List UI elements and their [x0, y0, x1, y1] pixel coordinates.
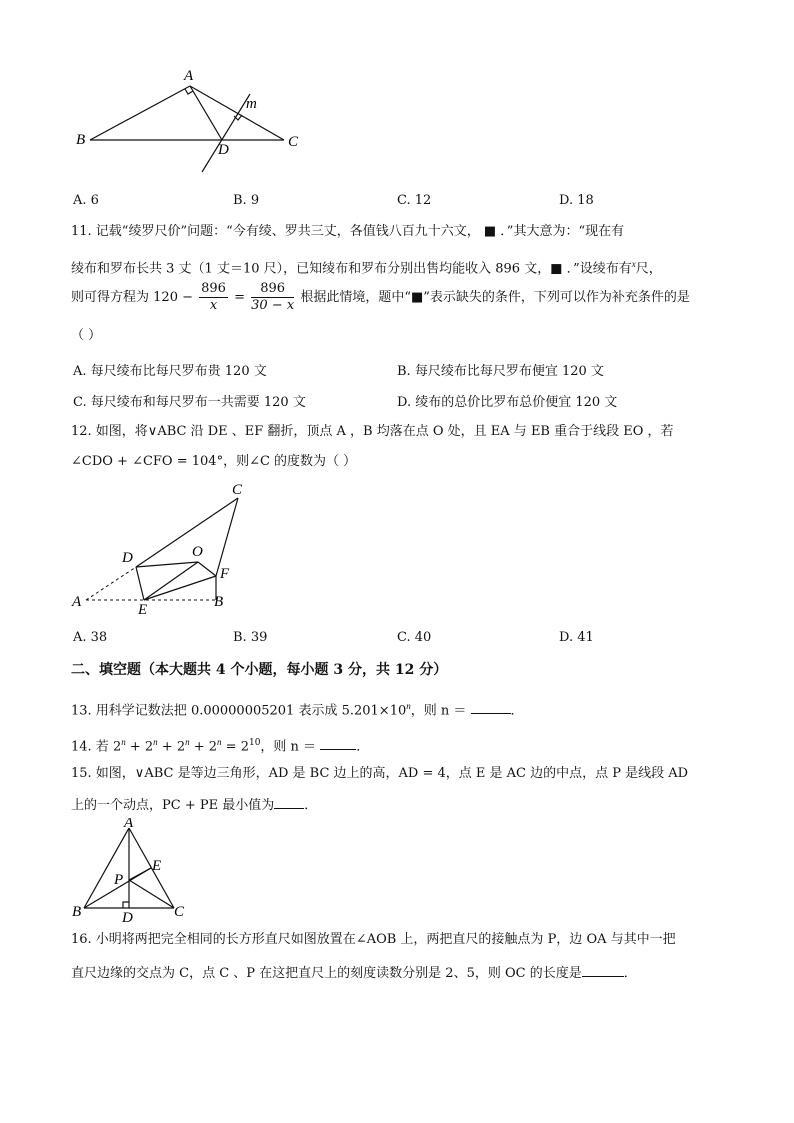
q16-answer-blank[interactable] — [582, 962, 624, 977]
q11-line-3-post: 根据此情境，题中“■”表示缺失的条件，下列可以作为补充条件的是 — [300, 290, 690, 305]
q16-line-1: 16. 小明将两把完全相同的长方形直尺如图放置在∠AOB 上，两把直尺的接触点为 P，边 OA 与其中一把 — [71, 932, 676, 947]
q12-label-F: F — [220, 566, 230, 582]
q12-line-1: 12. 如图，将∨ABC 沿 DE 、EF 翻折，顶点 A ，B 均落在点 O 处，且 EA 与 EB 重合于线段 EO ，若 — [71, 424, 674, 439]
q11-line-2-text: 绫布和罗布长共 3 丈（1 丈＝10 尺），已知绫布和罗布分别出售均能收入 896 文，■ ．”设绫布有 — [71, 261, 632, 277]
q13-text: 13. 用科学记数法把 0.00000005201 表示成 5.201×10 — [71, 703, 407, 719]
q15-label-P: P — [114, 872, 124, 888]
q15-label-B: B — [72, 904, 82, 920]
q14-equals: = 2 — [221, 739, 249, 755]
q12-label-C: C — [232, 482, 243, 498]
q14-text: 14. 若 2 — [71, 739, 122, 755]
q11-line-3 — [71, 280, 690, 316]
q11-var-x: x — [631, 259, 636, 269]
q14-plus-1: + 2 — [125, 739, 154, 755]
q11-line-4: （ ） — [71, 328, 102, 343]
q11-line-1: 11. 记载“绫罗尺价”问题：“今有绫、罗共三丈，各值钱八百九十六文， ■ ．”其大意为：“现在有 — [71, 224, 625, 239]
q14-answer-blank[interactable] — [320, 735, 356, 750]
q13-end: ． — [510, 703, 524, 719]
q10-option-a[interactable]: A. 6 — [73, 193, 99, 208]
q15-figure — [66, 818, 196, 922]
q11-eq-lhs: 120 − — [153, 290, 193, 305]
q10-label-C: C — [288, 134, 299, 150]
q10-label-m: m — [246, 96, 257, 112]
q15-label-D: D — [122, 910, 133, 922]
q12-option-c[interactable]: C. 40 — [397, 630, 432, 645]
q11-option-a[interactable]: A. 每尺绫布比每尺罗布贵 120 文 — [73, 364, 267, 379]
q14-end: ． — [356, 739, 370, 755]
q13-answer-blank[interactable] — [471, 699, 511, 714]
q14-exp-1: n — [121, 737, 126, 747]
q12-label-E: E — [138, 602, 148, 618]
q11-fraction-2: $\frac{896}{30 - x}$ — [251, 281, 295, 313]
q16-end: ． — [623, 966, 637, 981]
q14-exp-3: n — [185, 737, 190, 747]
q10-label-D: D — [218, 142, 229, 158]
q12-option-d[interactable]: D. 41 — [559, 630, 594, 645]
q14-plus-3: + 2 — [189, 739, 218, 755]
q12-option-a[interactable]: A. 38 — [73, 630, 108, 645]
q16-line-2-text: 直尺边缘的交点为 C，点 C 、P 在这把直尺上的刻度读数分别是 2、5，则 OC 的长度是 — [71, 966, 582, 981]
q12-option-b[interactable]: B. 39 — [233, 630, 268, 645]
q14-line — [71, 732, 369, 757]
q14-plus-2: + 2 — [157, 739, 186, 755]
q15-end: ． — [304, 798, 318, 813]
q11-option-d[interactable]: D. 绫布的总价比罗布总价便宜 120 文 — [397, 395, 618, 410]
q12-label-A: A — [72, 594, 82, 610]
q10-option-d[interactable]: D. 18 — [559, 193, 594, 208]
q14-post: ，则 n ＝ — [260, 739, 317, 755]
q11-line-2 — [71, 254, 662, 279]
q10-label-A: A — [184, 68, 194, 84]
q11-option-b[interactable]: B. 每尺绫布比每尺罗布便宜 120 文 — [397, 364, 604, 379]
q13-line — [71, 696, 524, 721]
q11-option-c[interactable]: C. 每尺绫布和每尺罗布一共需要 120 文 — [73, 395, 306, 410]
q15-label-E: E — [152, 858, 162, 874]
q11-line-2-end: 尺， — [635, 261, 662, 277]
q15-line-2 — [71, 794, 317, 816]
q15-label-C: C — [174, 904, 185, 920]
q12-label-B: B — [214, 594, 224, 610]
q10-label-B: B — [76, 132, 86, 148]
q10-option-c[interactable]: C. 12 — [397, 193, 432, 208]
q11-eq-sign: = — [234, 290, 246, 305]
q15-label-A: A — [124, 818, 134, 831]
q12-figure — [66, 478, 256, 618]
q14-exp-4: n — [217, 737, 222, 747]
q12-line-2: ∠CDO + ∠CFO = 104°，则∠C 的度数为（ ） — [71, 454, 357, 469]
q12-label-D: D — [122, 550, 133, 566]
q14-exp-10: 10 — [248, 738, 261, 748]
q10-figure — [70, 62, 310, 182]
section-2-title: 二、填空题（本大题共 4 个小题，每小题 3 分，共 12 分） — [71, 662, 448, 678]
q15-answer-blank[interactable] — [274, 794, 304, 809]
q15-line-1: 15. 如图，∨ABC 是等边三角形，AD 是 BC 边上的高，AD = 4，点 E 是 AC 边的中点，点 P 是线段 AD — [71, 766, 689, 781]
q15-line-2-text: 上的一个动点，PC + PE 最小值为 — [71, 798, 275, 813]
q13-post: ，则 n ＝ — [410, 703, 467, 719]
q11-fraction-1: $\frac{896}{x}$ — [201, 281, 226, 313]
q16-line-2 — [71, 962, 637, 984]
q13-exponent: n — [406, 701, 411, 711]
q12-label-O: O — [192, 544, 203, 560]
q14-exp-2: n — [153, 737, 158, 747]
q11-equation-label: 则可得方程为 — [71, 290, 150, 305]
q10-option-b[interactable]: B. 9 — [233, 193, 260, 208]
